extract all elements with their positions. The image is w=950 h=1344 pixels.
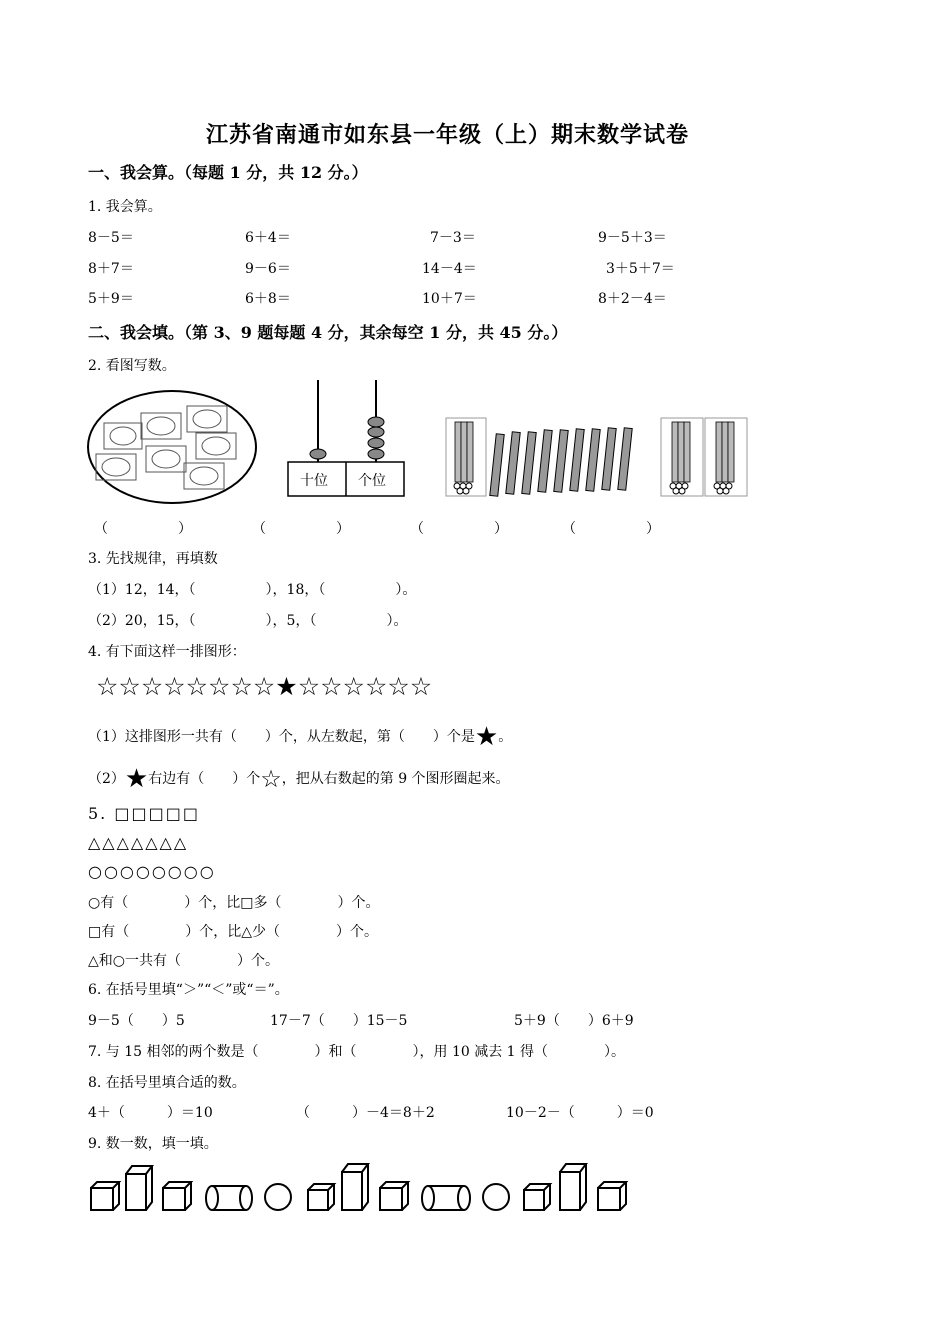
calc-item: 8＋7＝ — [88, 261, 134, 277]
calc-item: 8－5＝ — [88, 230, 134, 246]
fill-item: 10－2－（ ）＝0 — [506, 1105, 654, 1121]
two-bundles-picture — [660, 416, 750, 498]
black-star-icon: ★ — [474, 722, 499, 752]
calc-item: 8＋2－4＝ — [598, 291, 667, 307]
q4-line-2-end: ，把从右数起的第 9 个图形圈起来。 — [281, 771, 510, 787]
page-title: 江苏省南通市如东县一年级（上）期末数学试卷 — [206, 122, 690, 148]
section-2-heading: 二、我会填。（第 3、9 题每题 4 分，其余每空 1 分，共 45 分。） — [88, 323, 568, 342]
calc-item: 7－3＝ — [430, 230, 476, 246]
q4-line-2 — [88, 764, 510, 794]
q4-line-1-end: 。 — [498, 729, 513, 745]
q3-line-1: （1）12，14，（ ），18，（ ）。 — [88, 582, 417, 598]
q3-line-2: （2）20，15，（ ），5，（ ）。 — [88, 613, 408, 629]
turtles-oval-picture — [86, 388, 258, 506]
calc-item: 6＋8＝ — [245, 291, 291, 307]
q5-line-2: □有（ ）个，比△少（ ）个。 — [88, 924, 378, 940]
stars-row: ☆☆☆☆☆☆☆☆★☆☆☆☆☆☆ — [96, 672, 433, 701]
calc-item: 6＋4＝ — [245, 230, 291, 246]
answer-blank[interactable]: （ ） — [252, 521, 350, 537]
section-1-heading: 一、我会算。（每题 1 分，共 12 分。） — [88, 163, 368, 182]
fill-item: （ ）－4＝8＋2 — [296, 1105, 435, 1121]
q4-line-2-prefix: （2） — [88, 771, 125, 787]
abacus-ones-label: 个位 — [358, 473, 386, 489]
sticks-bundle-picture — [445, 416, 635, 498]
q2-label: 2. 看图写数。 — [88, 358, 176, 374]
answer-blank[interactable]: （ ） — [410, 521, 508, 537]
compare-item: 5＋9（ ）6＋9 — [514, 1013, 634, 1029]
q4-line-1-text: （1）这排图形一共有（ ）个，从左数起，第（ ）个是 — [88, 729, 475, 745]
answer-blank[interactable]: （ ） — [562, 521, 660, 537]
q5-label: 5. □□□□□ — [88, 804, 200, 823]
q9-label: 9. 数一数，填一填。 — [88, 1136, 218, 1152]
calc-item: 5＋9＝ — [88, 291, 134, 307]
q5-line-1: ○有（ ）个，比□多（ ）个。 — [88, 895, 380, 911]
calc-item: 14－4＝ — [422, 261, 477, 277]
q7-label: 7. 与 15 相邻的两个数是（ ）和（ ），用 10 减去 1 得（ ）。 — [88, 1044, 626, 1060]
q3-label: 3. 先找规律，再填数 — [88, 551, 218, 567]
q4-line-1 — [88, 722, 512, 752]
q4-label: 4. 有下面这样一排图形： — [88, 644, 246, 660]
solid-shapes-row — [88, 1160, 633, 1216]
fill-item: 4＋（ ）＝10 — [88, 1105, 213, 1121]
q6-label: 6. 在括号里填“＞”“＜”或“＝”。 — [88, 982, 289, 998]
q5-line-3: △和○一共有（ ）个。 — [88, 953, 279, 969]
calc-item: 9－5＋3＝ — [598, 230, 667, 246]
black-star-icon: ★ — [124, 764, 149, 794]
answer-blank[interactable]: （ ） — [94, 521, 192, 537]
q8-label: 8. 在括号里填合适的数。 — [88, 1075, 246, 1091]
circles-row: ○○○○○○○○ — [88, 862, 216, 881]
compare-item: 9－5（ ）5 — [88, 1013, 185, 1029]
calc-item: 10＋7＝ — [422, 291, 477, 307]
white-star-icon: ☆ — [260, 765, 282, 793]
calc-item: 9－6＝ — [245, 261, 291, 277]
q1-label: 1. 我会算。 — [88, 199, 162, 215]
calc-item: 3＋5＋7＝ — [606, 261, 675, 277]
abacus-tens-label: 十位 — [300, 473, 328, 489]
compare-item: 17－7（ ）15－5 — [270, 1013, 408, 1029]
q4-line-2-text: 右边有（ ）个 — [148, 771, 261, 787]
triangles-row: △△△△△△△ — [88, 833, 189, 852]
